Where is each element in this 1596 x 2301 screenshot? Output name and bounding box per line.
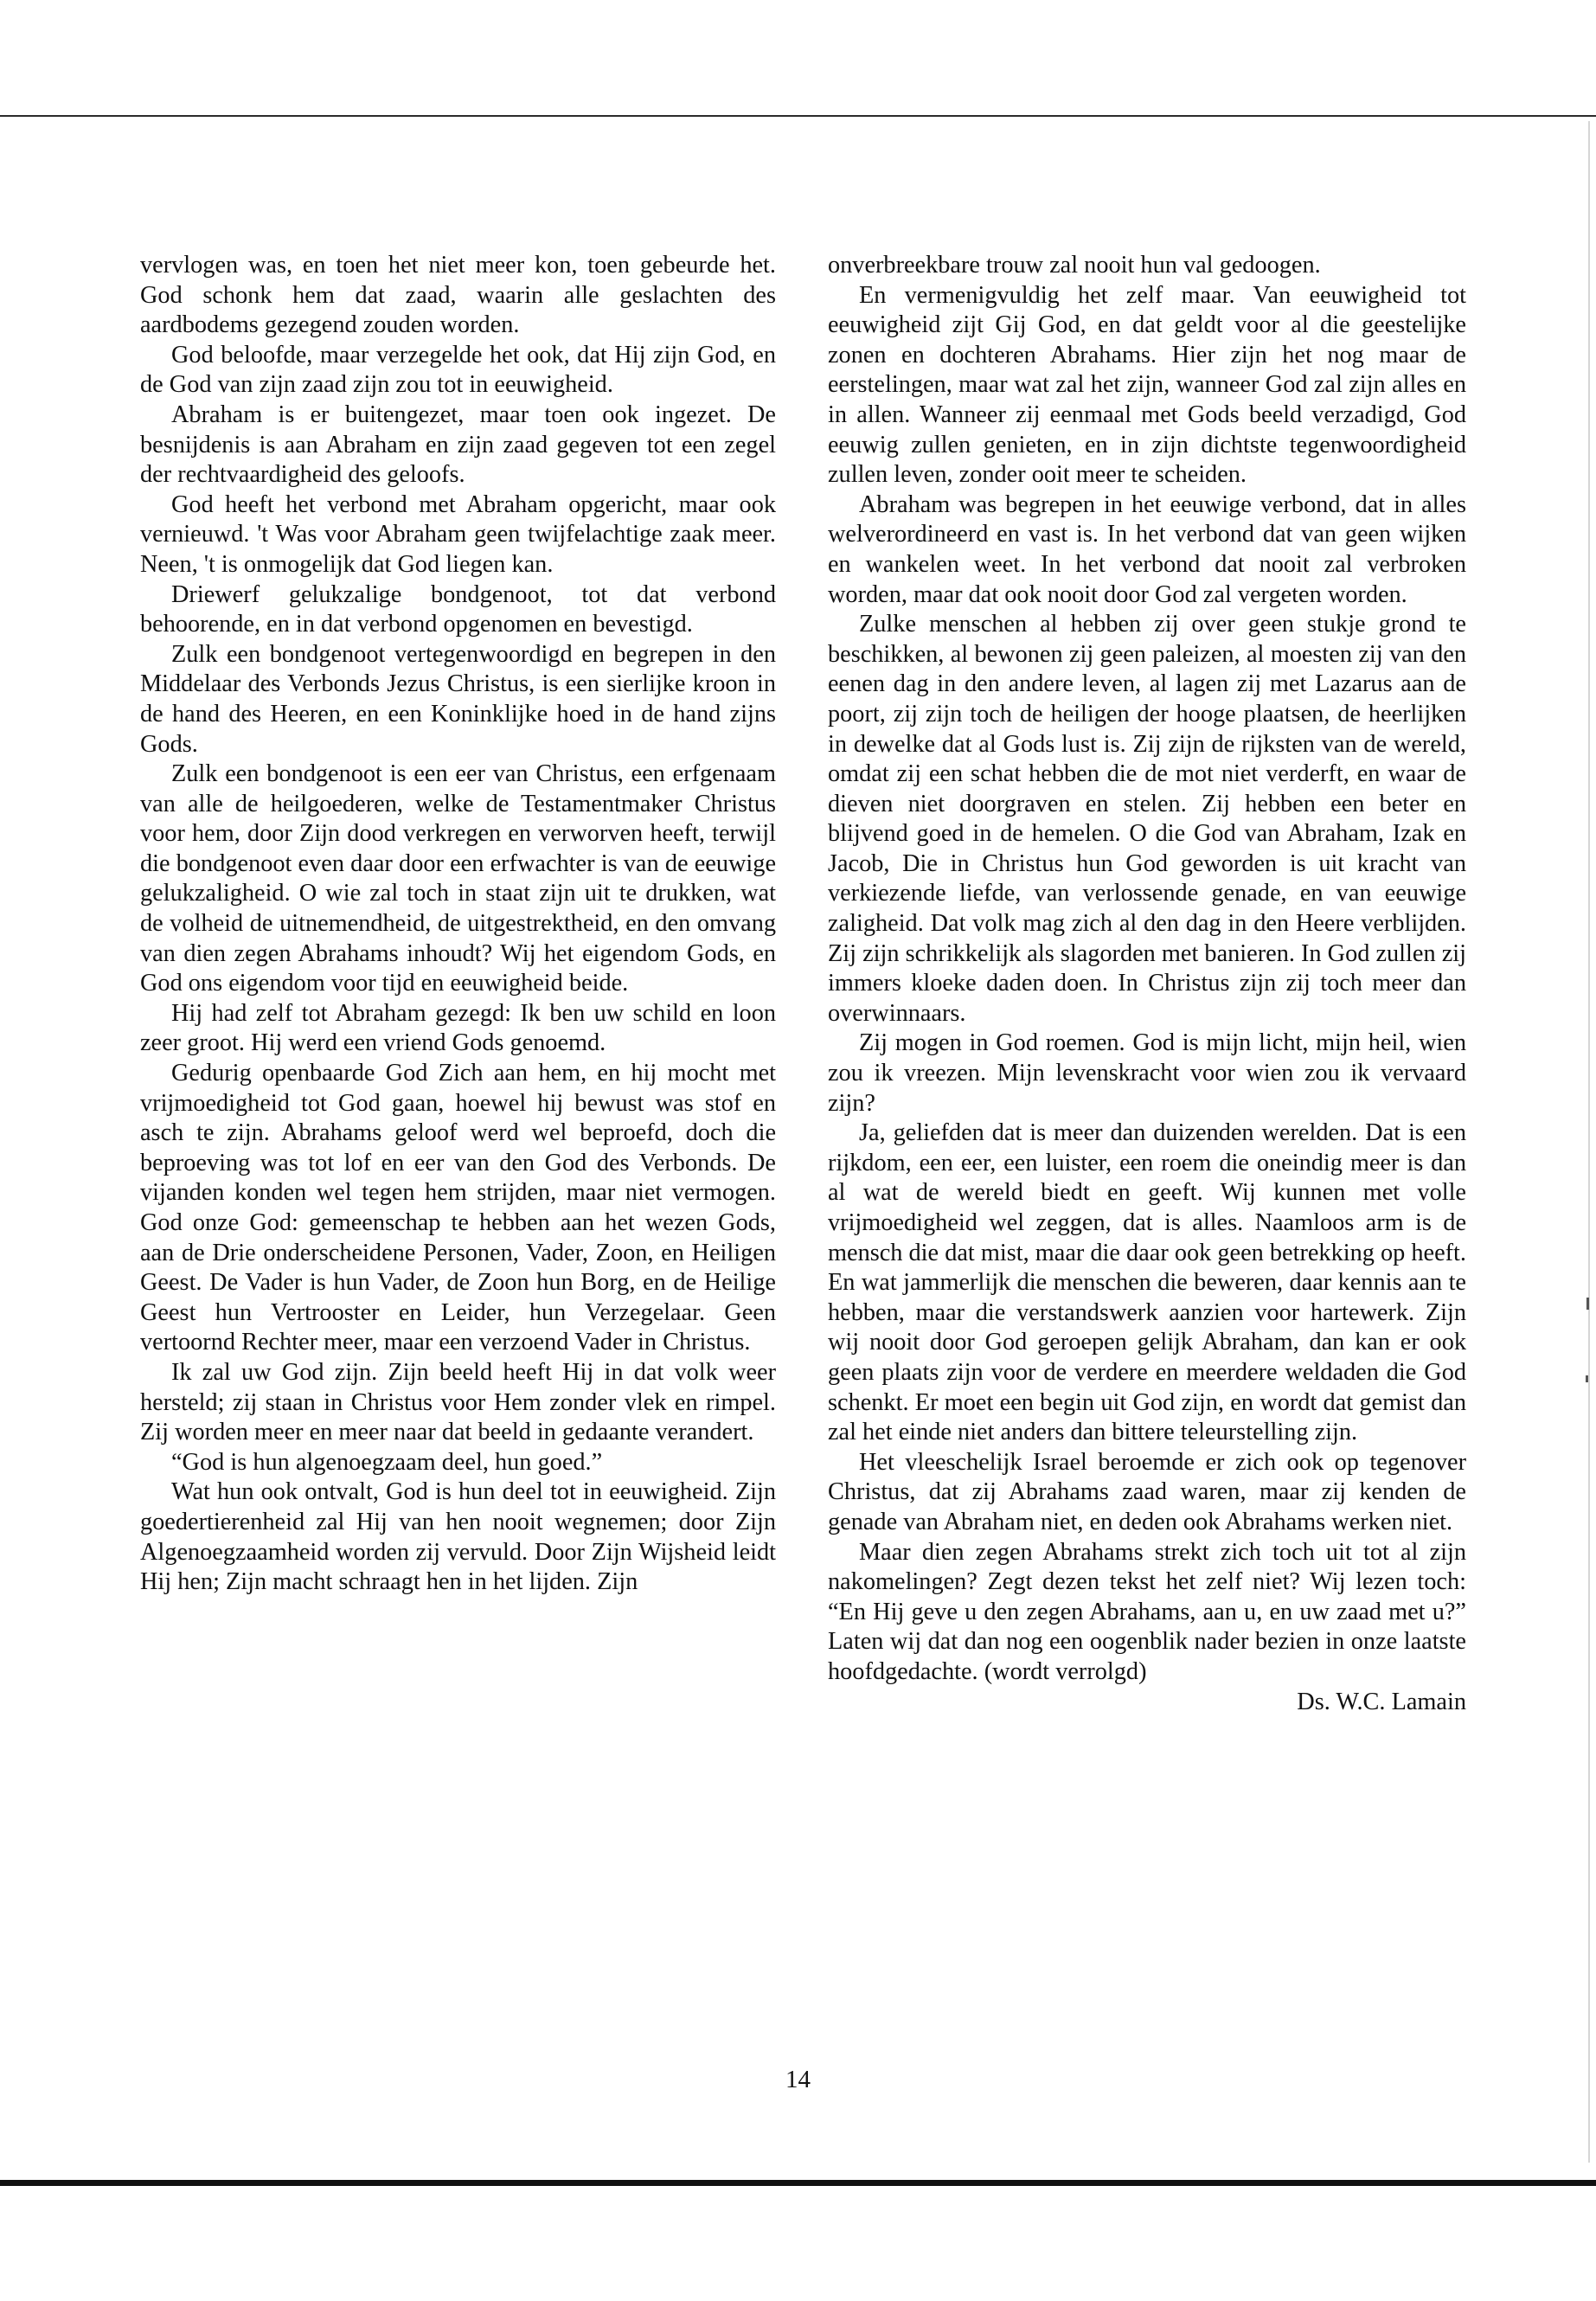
paragraph: God heeft het verbond met Abraham opgericht, maar ook vernieuwd. 't Was voor Abraham geen twijfelachtige zaak meer. Neen, 't is onmogelijk dat God liegen kan. — [140, 490, 776, 578]
paragraph: onverbreekbare trouw zal nooit hun val gedoogen. — [828, 252, 1321, 279]
paragraph: En vermenigvuldig het zelf maar. Van eeuwigheid tot eeuwigheid zijt Gij God, en dat geldt voor al die geestelijke zonen en dochteren Abrahams. Hier zijn het nog maar de eerstelingen, maar wat zal het zijn, wanneer God zal zijn alles en in allen. Wanneer zij eenmaal met Gods beeld verzadigd, God eeuwig zullen genieten, en in zijn dichtste tegenwoordigheid zullen leven, zonder ooit meer te scheiden. — [828, 281, 1466, 489]
scan-speck — [1586, 1298, 1589, 1310]
paragraph: Driewerf gelukzalige bondgenoot, tot dat verbond behoorende, en in dat verbond opgenomen en bevestigd. — [140, 580, 776, 638]
left-column — [140, 251, 776, 1598]
paragraph: Het vleeschelijk Israel beroemde er zich ook op tegenover Christus, dat zij Abrahams zaad waren, maar zij kenden de genade van Abraham niet, en deden ook Abrahams werken niet. — [828, 1448, 1466, 1535]
author-signature: Ds. W.C. Lamain — [1297, 1688, 1466, 1715]
paragraph: Zulke menschen al hebben zij over geen stukje grond te beschikken, al bewonen zij geen paleizen, al moesten zij van den eenen dag in den andere leven, al lagen zij met Lazarus aan de poort, zij zijn toch de heiligen der hooge plaatsen, de heerlijken in dewelke dat al Gods lust is. Zij zijn de rijksten van de wereld, omdat zij een schat hebben die de mot niet verderft, en waar de dieven niet doorgraven en stelen. Zij hebben een beter en blijvend goed in de hemelen. O die God van Abraham, Izak en Jacob, Die in Christus hun God geworden is uit kracht van verkiezende liefde, van verlossende genade, en van eeuwige zaligheid. Dat volk mag zich al den dag in den Heere verblijden. Zij zijn schrikkelijk als slagorden met banieren. In God zullen zij immers kloeke daden doen. In Christus zijn zij toch meer dan overwinnaars. — [828, 611, 1466, 1027]
paragraph: Zij mogen in God roemen. God is mijn licht, mijn heil, wien zou ik vreezen. Mijn levenskracht voor wien zou ik vervaard zijn? — [828, 1029, 1466, 1117]
paragraph: “God is hun algenoegzaam deel, hun goed.” — [171, 1448, 603, 1476]
scan-bottom-edge — [0, 2180, 1596, 2186]
paragraph: Abraham is er buitengezet, maar toen ook ingezet. De besnijdenis is aan Abraham en zijn zaad gegeven tot een zegel der rechtvaardigheid des geloofs. — [140, 401, 776, 489]
paragraph: Zulk een bondgenoot vertegenwoordigd en begrepen in den Middelaar des Verbonds Jezus Christus, is een sierlijke kroon in de hand des Heeren, en een Koninklijke hoed in de hand zijns Gods. — [140, 640, 776, 758]
paragraph: God beloofde, maar verzegelde het ook, dat Hij zijn God, en de God van zijn zaad zijn zou tot in eeuwigheid. — [140, 341, 776, 399]
paragraph: Zulk een bondgenoot is een eer van Christus, een erfgenaam van alle de heilgoederen, welke de Testamentmaker Christus voor hem, door Zijn dood verkregen en verworven heeft, terwijl die bondgenoot even daar door een erfwachter is van de eeuwige gelukzaligheid. O wie zal toch in staat zijn uit te drukken, wat de volheid de uitnemendheid, de uitgestrektheid, en den omvang van dien zegen Abrahams inhoudt? Wij het eigendom Gods, en God ons eigendom voor tijd en eeuwigheid beide. — [140, 760, 776, 997]
paragraph: Maar dien zegen Abrahams strekt zich toch uit tot al zijn nakomelingen? Zegt dezen tekst het zelf niet? Wij lezen toch: “En Hij geve u den zegen Abrahams, aan u, en uw zaad met u?” Laten wij dat dan nog een oogenblik nader bezien in onze laatste hoofdgedachte. (wordt verrolgd) — [828, 1538, 1466, 1685]
scan-right-edge — [1588, 121, 1590, 2163]
paragraph: Abraham was begrepen in het eeuwige verbond, dat in alles welverordineerd en vast is. In het verbond dat van geen wijken en wankelen weet. In het verbond dat nooit zal verbroken worden, maar dat ook nooit door God zal vergeten worden. — [828, 490, 1466, 608]
right-column — [828, 251, 1466, 1717]
scan-speck — [1586, 1375, 1588, 1382]
paragraph: Ja, geliefden dat is meer dan duizenden werelden. Dat is een rijkdom, een eer, een luister, een roem die oneindig meer is dan al wat de wereld biedt en geeft. Wij kunnen met volle vrijmoedigheid wel zeggen, dat is alles. Naamloos arm is de mensch die dat mist, maar die daar ook geen betrekking op heeft. En wat jammerlijk die menschen die beweren, daar kennis aan te hebben, maar die verstandswerk aanzien voor hartewerk. Zijn wij nooit door God geroepen gelijk Abraham, dan kan er ook geen plaats zijn voor de verdere en meerdere weldaden die God schenkt. Er moet een begin uit God zijn, en wordt dat gemist dan zal het einde niet anders dan bittere teleurstelling zijn. — [828, 1119, 1466, 1446]
paragraph: Wat hun ook ontvalt, God is hun deel tot in eeuwigheid. Zijn goedertierenheid zal Hij van hen nooit wegnemen; door Zijn Algenoegzaamheid worden zij vervuld. Door Zijn Wijsheid leidt Hij hen; Zijn macht schraagt hen in het lijden. Zijn — [140, 1478, 776, 1596]
page-number: 14 — [785, 2066, 811, 2093]
scan-top-edge — [0, 115, 1596, 117]
paragraph: Gedurig openbaarde God Zich aan hem, en hij mocht met vrijmoedigheid tot God gaan, hoewel hij bewust was stof en asch te zijn. Abrahams geloof werd wel beproefd, doch die beproeving was tot lof en eer van den God des Verbonds. De vijanden konden wel tegen hem strijden, maar niet vermogen. God onze God: gemeenschap te hebben aan het wezen Gods, aan de Drie onderscheidene Personen, Vader, Zoon, en Heiligen Geest. De Vader is hun Vader, de Zoon hun Borg, en de Heilige Geest hun Vertrooster en Leider, hun Verzegelaar. Geen vertoornd Rechter meer, maar een verzoend Vader in Christus. — [140, 1060, 776, 1356]
scan-bottom-margin — [0, 2186, 1596, 2301]
paragraph: Ik zal uw God zijn. Zijn beeld heeft Hij in dat volk weer hersteld; zij staan in Christus voor Hem zonder vlek en rimpel. Zij worden meer en meer naar dat beeld in gedaante verandert. — [140, 1358, 776, 1446]
paragraph: Hij had zelf tot Abraham gezegd: Ik ben uw schild en loon zeer groot. Hij werd een vriend Gods genoemd. — [140, 999, 776, 1057]
paragraph: vervlogen was, en toen het niet meer kon, toen gebeurde het. God schonk hem dat zaad, waarin alle geslachten des aardbodems gezegend zouden worden. — [140, 252, 776, 339]
